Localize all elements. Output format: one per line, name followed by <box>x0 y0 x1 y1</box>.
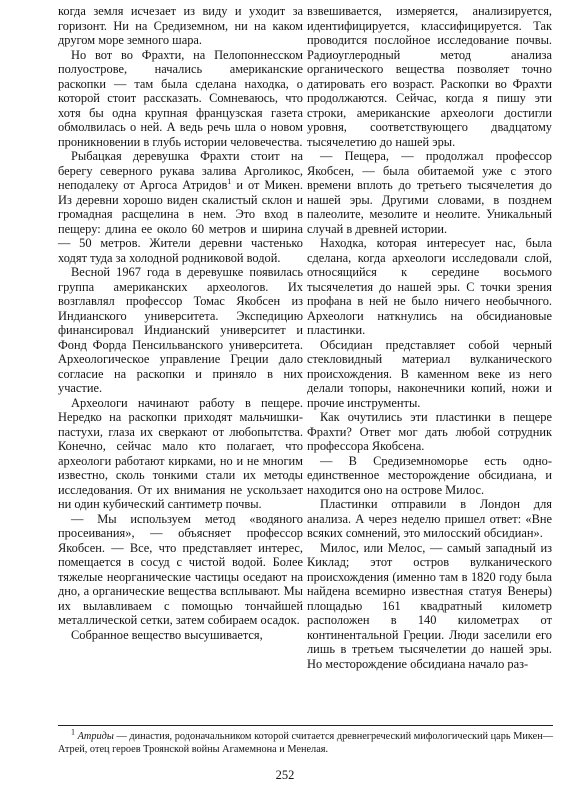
page-number: 252 <box>275 768 295 782</box>
paragraph: Весной 1967 года в деревушке появилась группа американских археологов. Их возглавлял профессор Томас Якобсен из Индианского университета. Экспедицию финансировал Индианский университет и Фонд Форда Пенсильванского университета. Археологическое управление Греции дало согласие на раскопки и приняло в них участие. <box>58 265 303 395</box>
paragraph: — Мы используем метод «водяного просеивания», — объясняет профессор Якобсен. — Все, что представляет интерес, помещается в сосуд с чистой водой. Более тяжелые неорганические частицы оседают на дно, а органические вещества всплывают. Мы их вылавливаем с помощью тончайшей металлической сетки, затем собираем осадок. <box>58 511 303 627</box>
paragraph: взвешивается, измеряется, анализируется, идентифицируется, классифицируется. Так проводится послойное исследование почвы. Радиоуглеродный метод анализа органического вещества позволяет точно датировать его возраст. Раскопки во Фрахти продолжаются. Сейчас, когда я пишу эти строки, американские археологи достигли уровня, соответствующего двадцатому тысячелетию до нашей эры. <box>307 4 552 149</box>
right-column <box>307 4 552 671</box>
paragraph <box>58 149 303 265</box>
footnote-reference[interactable]: 1 <box>227 176 232 186</box>
footnote-text: — династия, родоначальником которой считается древнегреческий мифологический царь Микен—Атрей, отец героев Троянской войны Агамемнона и Менелая. <box>58 731 554 755</box>
paragraph: Милос, или Мелос, — самый западный из Киклад; этот остров вулканического происхождения (именно там в 1820 году была найдена всемирно известная статуя Венеры) площадью 161 квадратный километр расположен в 140 километрах от континентальной Греции. Люди заселили его лишь в третьем тысячелетии до нашей эры. Но месторождение обсидиана начало раз- <box>307 540 552 671</box>
paragraph: Находка, которая интересует нас, была сделана, когда археологи исследовали слой, относящийся к середине восьмого тысячелетия до нашей эры. С точки зрения профана в ней не было ничего необычного. Археологи наткнулись на обсидиановые пластинки. <box>307 236 552 337</box>
paragraph: когда земля исчезает из виду и уходит за горизонт. Ни на Средиземном, ни на каком другом море земного шара. <box>58 4 303 47</box>
paragraph-text: Рыбацкая деревушка Фрахти стоит на берегу северного рукава залива Арголикос, неподалеку от Аргоса Атридов <box>58 149 303 192</box>
paragraph: Обсидиан представляет собой черный стекловидный материал вулканического происхождения. В каменном веке из него делали топоры, наконечники копий, ножи и прочие инструменты. <box>307 337 552 410</box>
footnote <box>58 727 554 756</box>
paragraph: — Пещера, — продолжал профессор Якобсен, — была обитаемой уже с этого времени вплоть до третьего тысячелетия до нашей эры. Другими словами, в позднем палеолите, мезолите и неолите. Уникальный случай в древней истории. <box>307 149 552 236</box>
left-column <box>58 4 303 642</box>
footnote-marker: 1 <box>71 727 75 737</box>
paragraph: Но вот во Фрахти, на Пелопоннесском полуострове, начались американские раскопки — там была сделана находка, о которой стоит рассказать. Сомневаюсь, что хотя бы одна крупная французская газета обмолвилась о ней. А ведь речь шла о новом проникновении в глубь истории человечества. <box>58 47 303 149</box>
paragraph: — В Средиземноморье есть одно-единственное месторождение обсидиана, и находится оно на острове Милос. <box>307 453 552 497</box>
paragraph: Пластинки отправили в Лондон для анализа. А через неделю пришел ответ: «Вне всяких сомнений, это милосский обсидиан». <box>307 497 552 540</box>
paragraph-text-continued: и от Микен. Из деревни хорошо виден скалистый склон и громадная расщелина в нем. Это вход в пещеру: длина ее около 60 метров и ширина — 50 метров. Жители деревни частенько ходят туда за холодной родниковой водой. <box>58 178 303 265</box>
paragraph: Собранное вещество высушивается, <box>71 627 263 642</box>
paragraph: Как очутились эти пластинки в пещере Фрахти? Ответ мог дать любой сотрудник профессора Якобсена. <box>307 410 552 453</box>
paragraph: Археологи начинают работу в пещере. Нередко на раскопки приходят мальчишки-пастухи, глаза их сверкают от любопытства. Конечно, сейчас мало кто полагает, что археологи работают кирками, но и не многим известно, сколь тонкими стали их методы исследования. От их внимания не ускользает ни один кубический сантиметр почвы. <box>58 395 303 511</box>
footnote-term: Атриды <box>77 731 114 742</box>
footnote-divider <box>58 725 553 726</box>
